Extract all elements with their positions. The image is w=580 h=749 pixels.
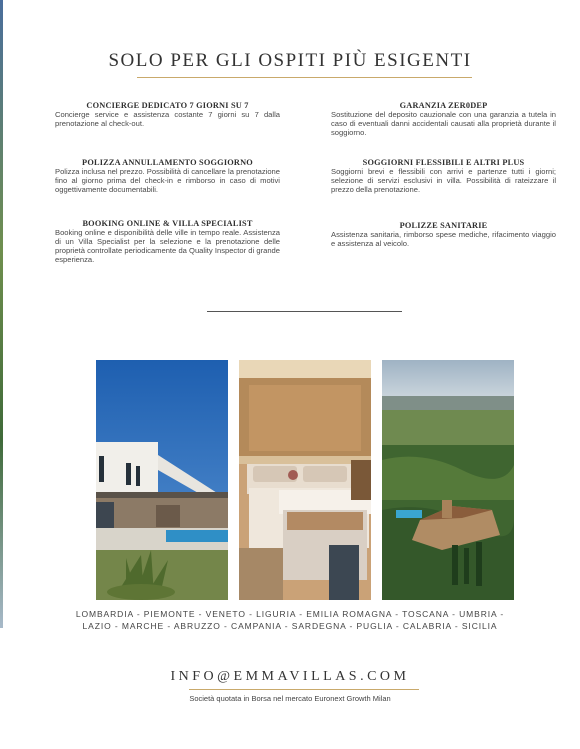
service-description: Concierge service e assistenza costante 7 giorni su 7 dalla prenotazione al check-out.: [55, 110, 280, 128]
service-title: CONCIERGE DEDICATO 7 GIORNI SU 7: [86, 101, 249, 110]
title-divider: [137, 77, 472, 78]
contact-email[interactable]: INFO@EMMAVILLAS.COM: [170, 669, 410, 684]
photo-villa-pool: [96, 360, 228, 600]
service-description: Assistenza sanitaria, rimborso spese mediche, rifacimento viaggio e assistenza al veicolo.: [331, 230, 556, 248]
service-description: Polizza inclusa nel prezzo. Possibilità di cancellare la prenotazione fino al giorno prima del check-in e rimborso in caso di motivi oggettivamente documentabili.: [55, 167, 280, 194]
service-soggiorni-flessibili: [331, 158, 556, 194]
section-divider: [207, 311, 402, 312]
regions-line-1: LOMBARDIA - PIEMONTE - VENETO - LIGURIA - EMILIA ROMAGNA - TOSCANA - UMBRIA -: [75, 609, 505, 619]
service-description: Soggiorni brevi e flessibili con arrivi e partenze tutti i giorni; selezione di servizi esclusivi in villa. Possibilità di rateizzare il prezzo della prenotazione.: [331, 167, 556, 194]
service-polizza-annullamento: [55, 158, 280, 194]
service-title: POLIZZE SANITARIE: [399, 221, 488, 230]
page-edge-strip: [0, 0, 3, 628]
regions-line-2: LAZIO - MARCHE - ABRUZZO - CAMPANIA - SARDEGNA - PUGLIA - CALABRIA - SICILIA: [82, 621, 498, 631]
stock-market-note: Società quotata in Borsa nel mercato Euronext Growth Milan: [189, 694, 391, 703]
service-garanzia: [331, 101, 556, 137]
page-title: SOLO PER GLI OSPITI PIÙ ESIGENTI: [108, 50, 472, 71]
service-concierge: [55, 101, 280, 128]
service-title: GARANZIA ZER0DEP: [399, 101, 488, 110]
service-polizze-sanitarie: [331, 221, 556, 248]
service-title: BOOKING ONLINE & VILLA SPECIALIST: [82, 219, 253, 228]
service-description: Sostituzione del deposito cauzionale con una garanzia a tutela in caso di eventuali danni accidentali causati alla proprietà durante il soggiorno.: [331, 110, 556, 137]
regions-list: [0, 608, 580, 632]
photo-bedroom: [239, 360, 371, 600]
photo-tuscan-landscape: [382, 360, 514, 600]
email-divider: [189, 689, 419, 690]
service-booking: [55, 219, 280, 264]
service-title: SOGGIORNI FLESSIBILI E ALTRI PLUS: [362, 158, 525, 167]
service-description: Booking online e disponibilità delle ville in tempo reale. Assistenza di un Villa Specialist per la selezione e la prenotazione delle proprietà controllate periodicamente da Quality Inspector di grande esperienza.: [55, 228, 280, 264]
service-title: POLIZZA ANNULLAMENTO SOGGIORNO: [82, 158, 253, 167]
